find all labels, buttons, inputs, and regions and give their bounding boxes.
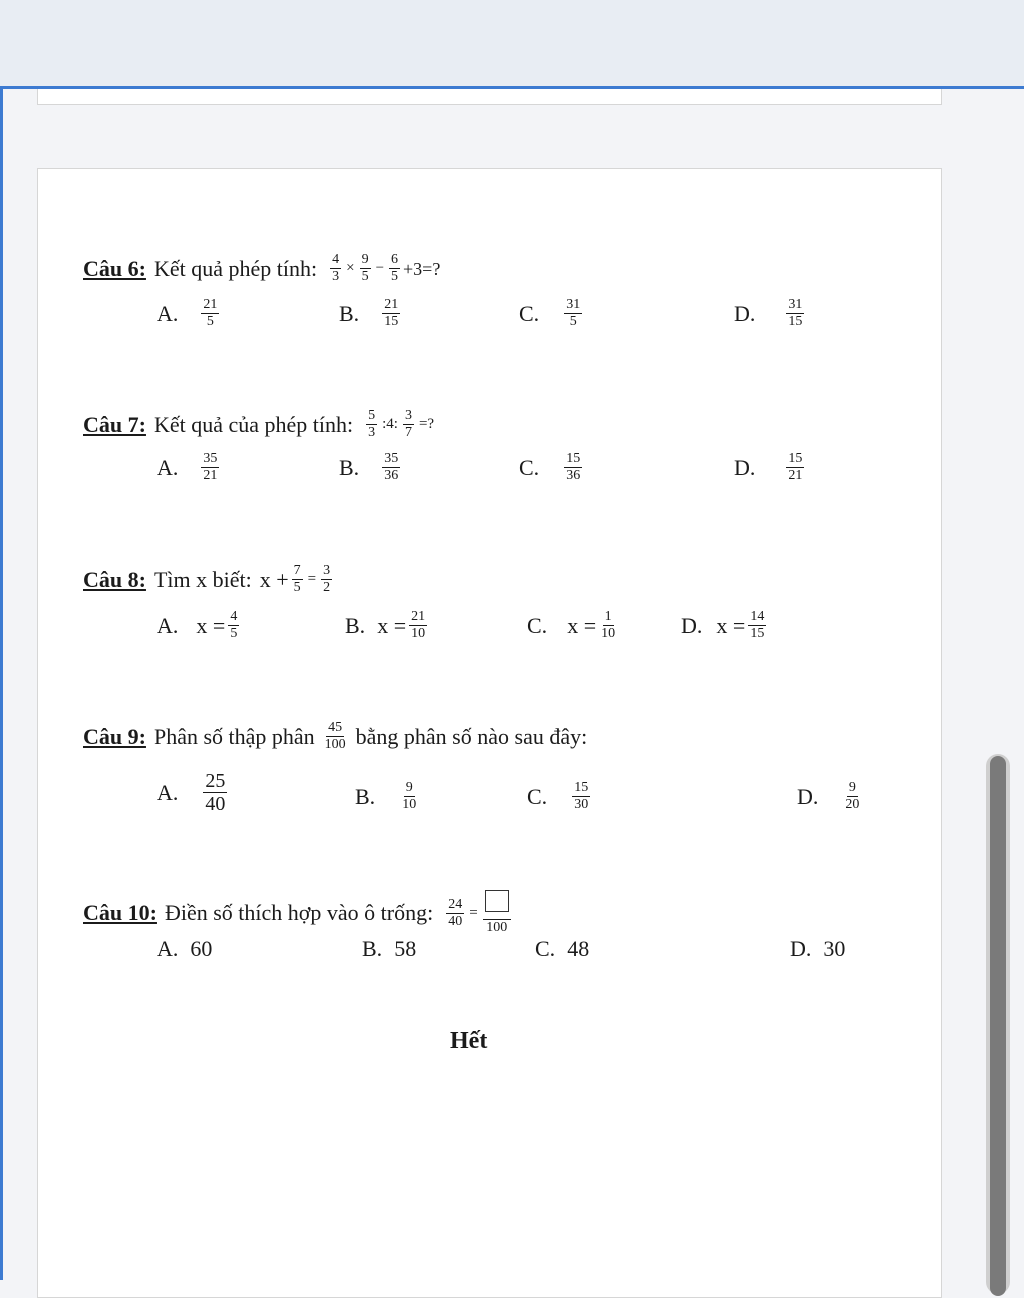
- option-a[interactable]: A. $\frac{25}{40}$: [157, 770, 226, 815]
- scrollbar-thumb[interactable]: [990, 756, 1006, 1296]
- question-text: Phân số thập phân: [153, 723, 315, 749]
- question-expression: $\frac{24}{40}$ = 100: [443, 890, 513, 936]
- question-text-2: bằng phân số nào sau đây:: [355, 723, 588, 749]
- question-expression: $\frac{5}{3}$ :4: $\frac{3}{7}$ =?: [368, 408, 435, 440]
- option-b[interactable]: B. $\frac{9}{10}$: [355, 780, 417, 812]
- option-b[interactable]: B. $\frac{35}{36}$: [339, 451, 399, 483]
- question-label: Câu 6:: [83, 255, 146, 281]
- question-label: Câu 9:: [83, 723, 146, 749]
- question-9: [83, 720, 587, 753]
- question-expression: $\frac{4}{3}$ × $\frac{9}{5}$ − $\frac{6}{5}$ +3=?: [332, 252, 441, 284]
- option-c[interactable]: C. $\frac{15}{30}$: [527, 780, 589, 812]
- question-fraction: $\frac{45}{100}$: [324, 720, 346, 752]
- option-d[interactable]: D. $\frac{9}{20}$: [797, 780, 860, 812]
- option-a[interactable]: A. $\frac{21}{5}$: [157, 297, 218, 329]
- question-text: Tìm x biết:: [153, 566, 252, 592]
- option-d[interactable]: D. 30: [790, 936, 846, 961]
- left-border-line: [0, 86, 3, 1280]
- option-d[interactable]: D. $\frac{15}{21}$: [734, 451, 803, 483]
- option-a[interactable]: A. 60: [157, 936, 213, 961]
- option-c[interactable]: C. x = $\frac{1}{10}$: [527, 609, 616, 641]
- option-a[interactable]: A. $\frac{35}{21}$: [157, 451, 218, 483]
- option-b[interactable]: B. $\frac{21}{15}$: [339, 297, 399, 329]
- question-10: [83, 890, 514, 936]
- question-text: Điền số thích hợp vào ô trống:: [164, 900, 434, 925]
- option-c[interactable]: C. $\frac{15}{36}$: [519, 451, 581, 483]
- question-label: Câu 7:: [83, 411, 146, 437]
- question-expression: x + $\frac{7}{5}$ = $\frac{3}{2}$: [259, 563, 331, 595]
- question-6: [83, 252, 440, 285]
- previous-page-edge: [37, 89, 942, 105]
- top-toolbar-area: [0, 0, 1024, 86]
- option-d[interactable]: D. x = $\frac{14}{15}$: [681, 609, 765, 641]
- question-label: Câu 10:: [83, 900, 157, 925]
- option-b[interactable]: B. 58: [362, 936, 417, 961]
- question-7: [83, 408, 436, 441]
- option-a[interactable]: A. x = $\frac{4}{5}$: [157, 609, 238, 641]
- question-label: Câu 8:: [83, 566, 146, 592]
- option-b[interactable]: B. x = $\frac{21}{10}$: [345, 609, 426, 641]
- option-d[interactable]: D. $\frac{31}{15}$: [734, 297, 803, 329]
- end-text: Hết: [450, 1028, 488, 1054]
- question-8: [83, 563, 335, 596]
- question-text: Kết quả phép tính:: [153, 255, 318, 281]
- question-text: Kết quả của phép tính:: [153, 411, 354, 437]
- blank-box[interactable]: [485, 890, 509, 912]
- option-c[interactable]: C. 48: [535, 936, 590, 961]
- option-c[interactable]: C. $\frac{31}{5}$: [519, 297, 581, 329]
